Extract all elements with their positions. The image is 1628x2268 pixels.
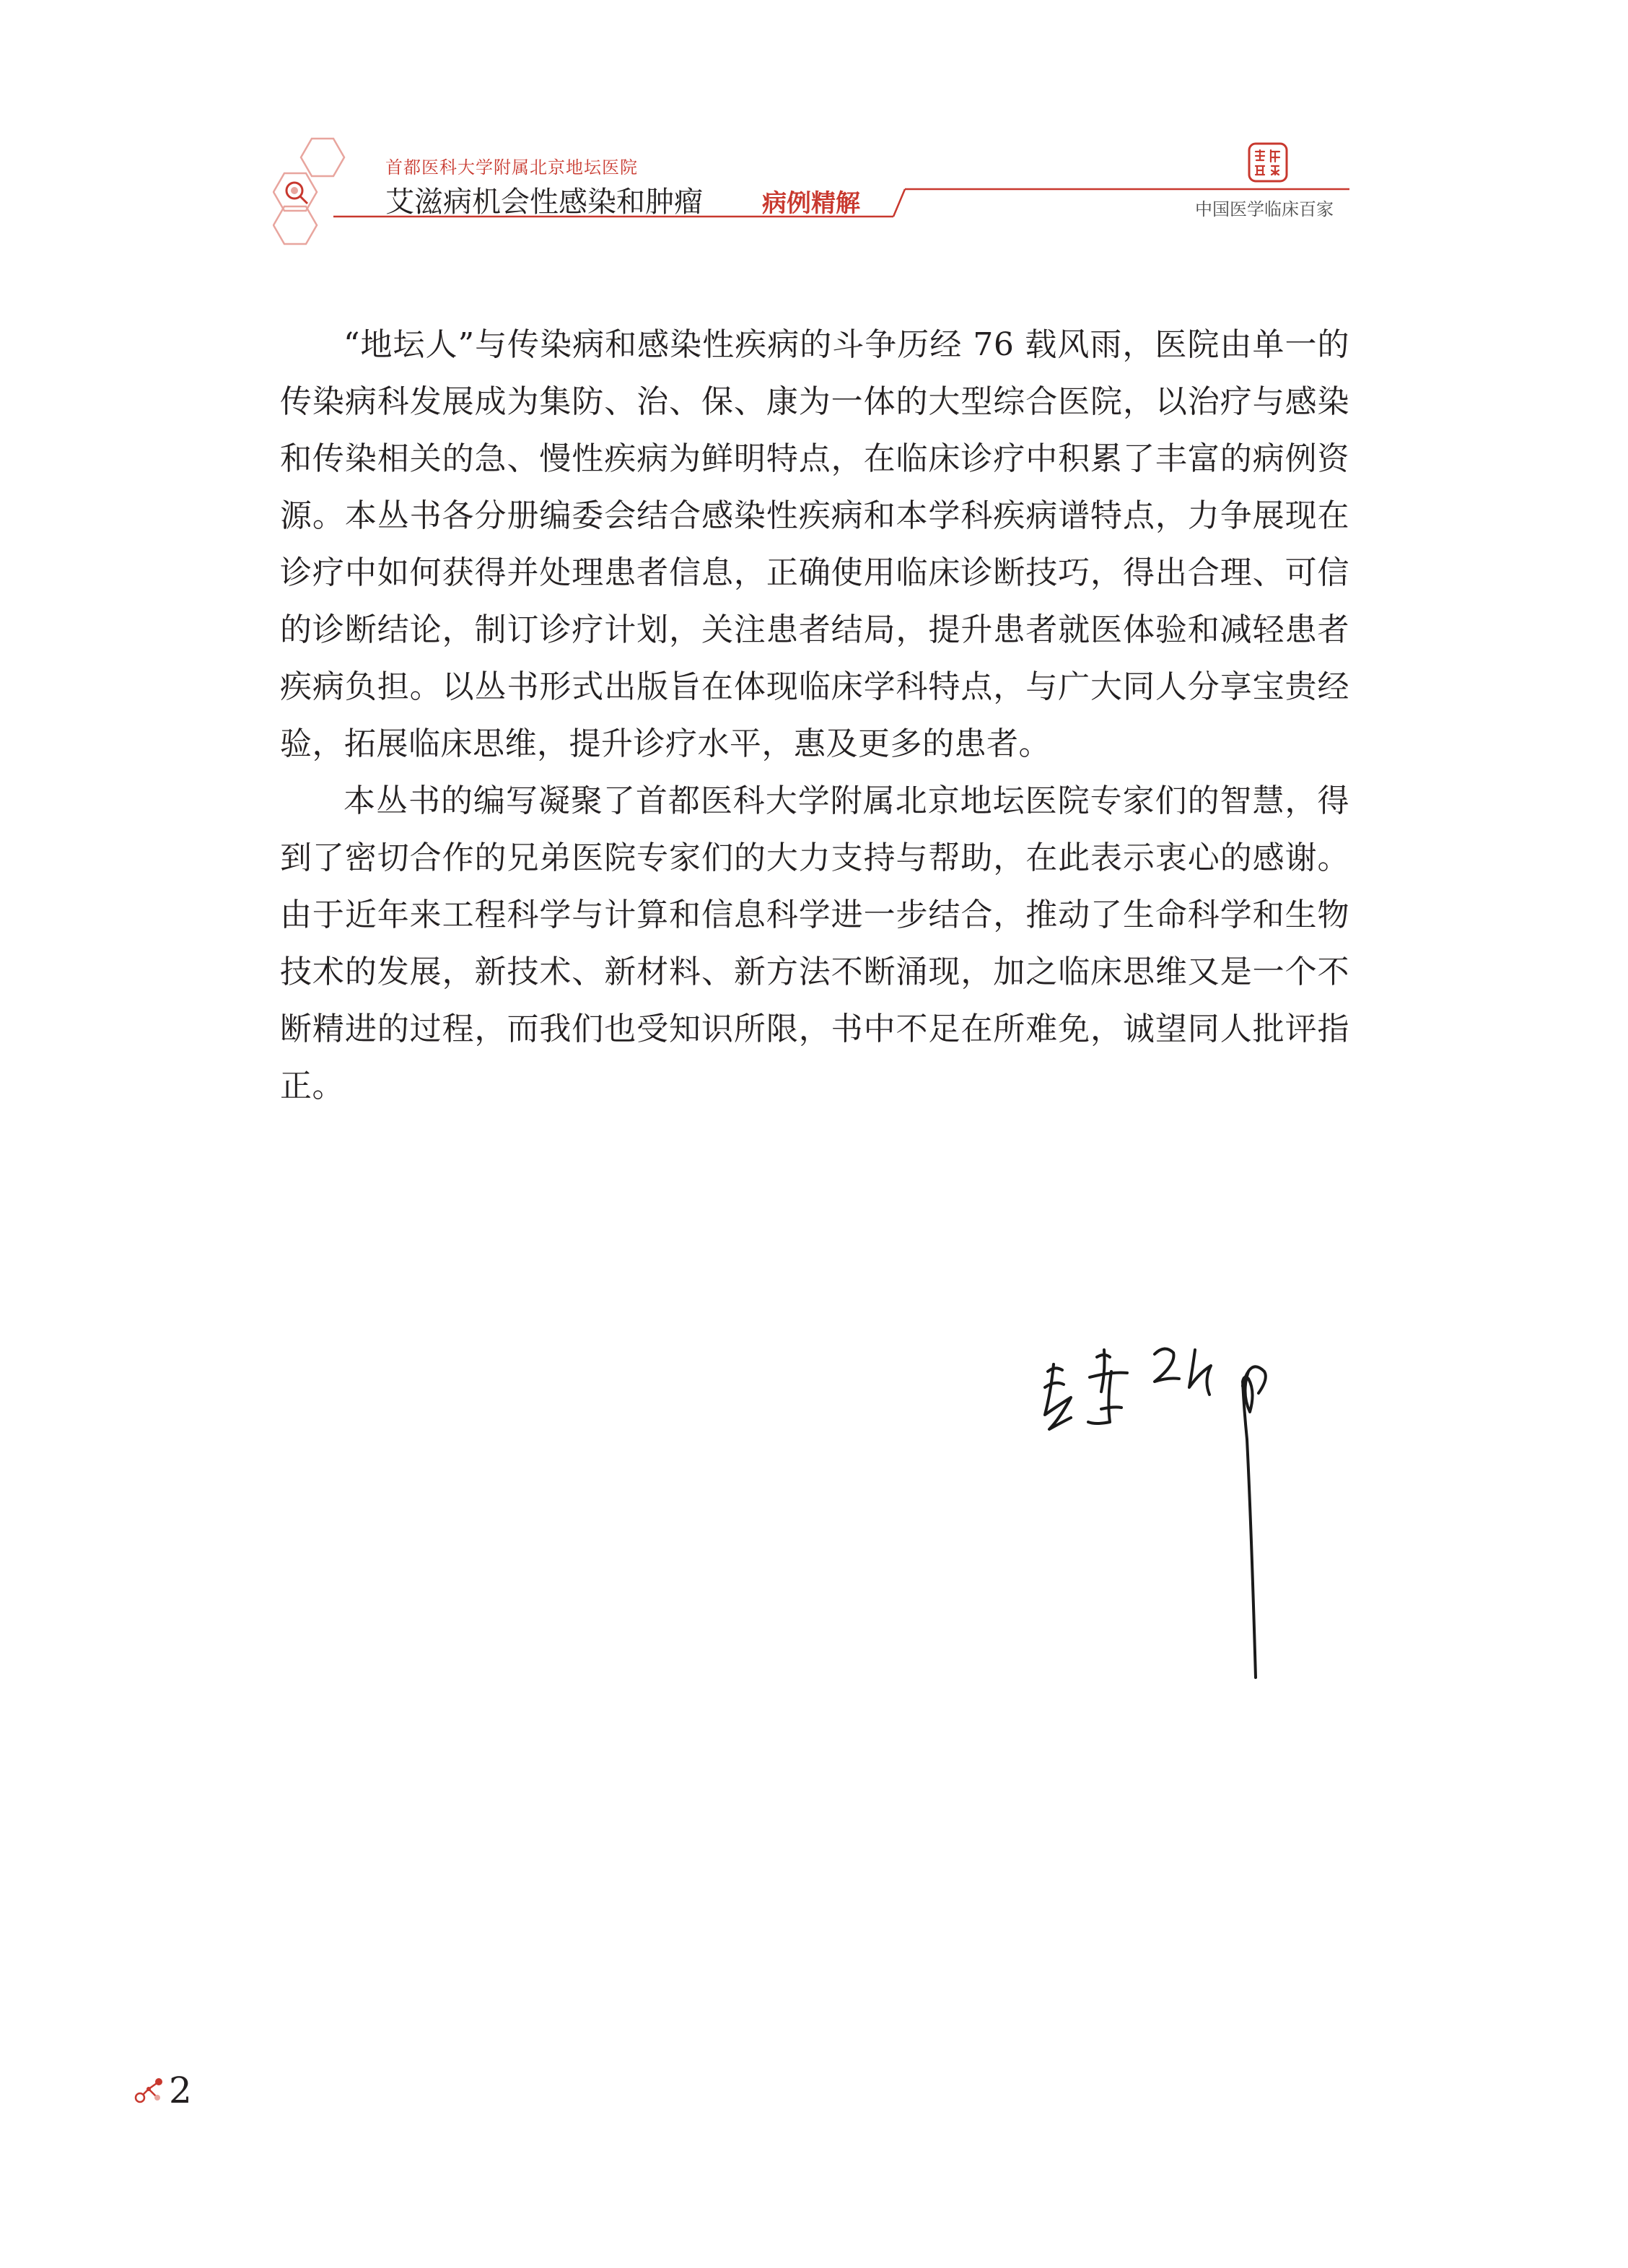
book-title: 艾滋病机会性感染和肿瘤 — [385, 186, 703, 219]
hospital-name: 首都医科大学附属北京地坛医院 — [385, 157, 638, 178]
header-rule — [0, 0, 1628, 245]
page-number: 2 — [169, 2069, 192, 2111]
molecule-icon — [133, 2073, 166, 2106]
handwritten-signature — [1032, 1343, 1321, 1689]
preface-body — [280, 316, 1349, 1115]
seal-logo — [1247, 141, 1289, 183]
series-label: 病例精解 — [762, 189, 860, 218]
paragraph: 本丛书的编写凝聚了首都医科大学附属北京地坛医院专家们的智慧，得到了密切合作的兄弟医院专家们的大力支持与帮助，在此表示衷心的感谢。由于近年来工程科学与计算和信息科学进一步结合，推动了生命科学和生物技术的发展，新技术、新材料、新方法不断涌现，加之临床思维又是一个不断精进的过程，而我们也受知识所限，书中不足在所难免，诚望同人批评指正。 — [280, 782, 1349, 1104]
paragraph: “地坛人”与传染病和感染性疾病的斗争历经 76 载风雨，医院由单一的传染病科发展成为集防、治、保、康为一体的大型综合医院，以治疗与感染和传染相关的急、慢性疾病为鲜明特点，在临床诊疗中积累了丰富的病例资源。本丛书各分册编委会结合感染性疾病和本学科疾病谱特点，力争展现在诊疗中如何获得并处理患者信息，正确使用临床诊断技巧，得出合理、可信的诊断结论，制订诊疗计划，关注患者结局，提升患者就医体验和减轻患者疾病负担。以丛书形式出版旨在体现临床学科特点，与广大同人分享宝贵经验，拓展临床思维，提升诊疗水平，惠及更多的患者。 — [280, 326, 1349, 762]
running-header — [0, 0, 1628, 245]
brand-text: 中国医学临床百家 — [1195, 199, 1334, 219]
